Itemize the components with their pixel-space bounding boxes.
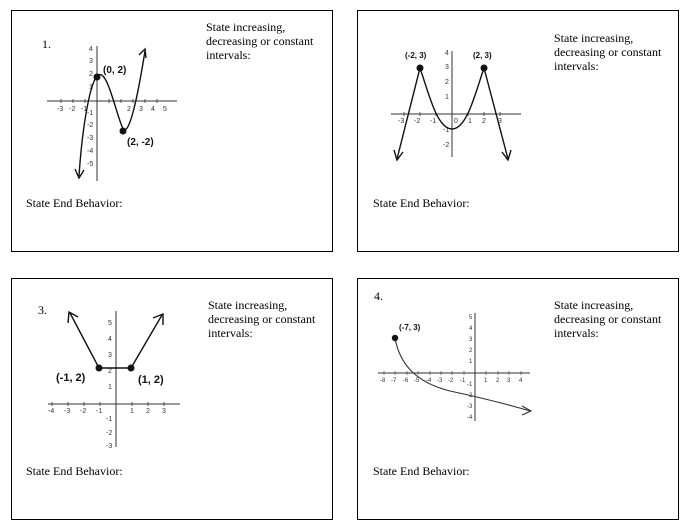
y-tick-label: 4: [108, 336, 112, 343]
x-tick-label: 3: [139, 106, 143, 113]
y-tick-label: -1: [106, 416, 113, 423]
point-marker: [128, 365, 135, 372]
x-tick-label: -8: [380, 378, 386, 384]
point-label: (-7, 3): [399, 323, 421, 332]
point-marker: [120, 128, 127, 135]
problem-card-3: [11, 278, 333, 520]
arrowhead: [139, 49, 146, 58]
x-tick-label: -7: [391, 378, 397, 384]
y-tick-label: 5: [108, 320, 112, 327]
y-tick-label: -3: [467, 404, 473, 410]
end-behavior-prompt: State End Behavior:: [26, 196, 123, 210]
problem-number: 4.: [374, 289, 383, 303]
x-tick-label: 4: [151, 106, 155, 113]
x-tick-label: -6: [403, 378, 409, 384]
y-tick-label: 4: [445, 50, 449, 57]
x-tick-label: 5: [163, 106, 167, 113]
end-behavior-prompt: State End Behavior:: [373, 464, 470, 478]
y-tick-label: -1: [87, 110, 94, 117]
x-tick-label: -1: [81, 106, 88, 113]
x-tick-label: -2: [414, 118, 421, 125]
y-tick-label: 2: [445, 79, 449, 86]
y-tick-label: -2: [467, 393, 473, 399]
point-label: (-2, 3): [405, 51, 427, 60]
x-tick-label: 3: [507, 378, 511, 384]
x-tick-label: -2: [448, 378, 454, 384]
interval-prompt: State increasing, decreasing or constant intervals:: [206, 20, 314, 62]
y-tick-label: 1: [445, 94, 449, 101]
graph-2: [391, 49, 521, 164]
x-tick-label: -3: [64, 408, 71, 415]
x-tick-label: 3: [498, 118, 502, 125]
y-tick-label: 1: [89, 84, 93, 91]
x-tick-label: 2: [482, 118, 486, 125]
interval-prompt: State increasing, decreasing or constant intervals:: [554, 298, 662, 340]
point-marker: [417, 65, 424, 72]
function-curve: [395, 338, 530, 411]
graph-4: [378, 311, 538, 426]
x-tick-label: -4: [48, 408, 55, 415]
y-tick-label: -1: [443, 127, 450, 134]
problem-number: 1.: [42, 37, 51, 51]
y-tick-label: 2: [89, 71, 93, 78]
x-tick-label: 3: [162, 408, 166, 415]
x-tick-label: -1: [460, 378, 466, 384]
x-tick-label: 1: [484, 378, 488, 384]
x-tick-label: -1: [430, 118, 437, 125]
x-tick-label: 1: [130, 408, 134, 415]
y-tick-label: -2: [443, 142, 450, 149]
graph-1: [47, 41, 177, 191]
y-tick-label: 4: [469, 326, 473, 332]
point-marker: [96, 365, 103, 372]
point-marker: [94, 74, 101, 81]
end-behavior-prompt: State End Behavior:: [26, 464, 123, 478]
y-tick-label: 4: [89, 46, 93, 53]
x-tick-label: 0: [454, 118, 458, 125]
y-tick-label: -2: [106, 430, 113, 437]
y-tick-label: 3: [469, 337, 473, 343]
y-tick-label: 3: [108, 352, 112, 359]
x-tick-label: 1: [468, 118, 472, 125]
x-tick-label: 2: [496, 378, 500, 384]
point-label: (2, -2): [127, 137, 154, 148]
point-label: (-1, 2): [56, 372, 86, 384]
x-tick-label: -3: [398, 118, 405, 125]
end-behavior-prompt: State End Behavior:: [373, 196, 470, 210]
x-tick-label: 2: [146, 408, 150, 415]
y-tick-label: -4: [87, 148, 94, 155]
point-label: (2, 3): [473, 51, 492, 60]
point-marker: [392, 335, 398, 341]
interval-prompt: State increasing, decreasing or constant intervals:: [554, 31, 662, 73]
problem-number: 3.: [38, 303, 47, 317]
y-tick-label: 1: [108, 384, 112, 391]
x-tick-label: 2: [127, 106, 131, 113]
point-marker: [481, 65, 488, 72]
y-tick-label: -1: [467, 382, 473, 388]
graph-3: [48, 309, 183, 449]
point-label: (0, 2): [103, 65, 127, 76]
y-tick-label: -4: [467, 415, 473, 421]
y-tick-label: 2: [108, 368, 112, 375]
x-tick-label: -5: [414, 378, 420, 384]
x-tick-label: -3: [57, 106, 64, 113]
problem-card-2: [357, 10, 679, 252]
x-tick-label: -3: [437, 378, 443, 384]
y-tick-label: -2: [87, 122, 94, 129]
x-tick-label: 4: [519, 378, 523, 384]
y-tick-label: 1: [469, 359, 473, 365]
y-tick-label: -3: [87, 135, 94, 142]
interval-prompt: State increasing, decreasing or constant intervals:: [208, 298, 316, 340]
problem-card-4: [357, 278, 679, 520]
x-tick-label: -2: [80, 408, 87, 415]
x-tick-label: -4: [426, 378, 432, 384]
problem-card-1: [11, 10, 333, 252]
y-tick-label: -3: [106, 443, 113, 450]
x-tick-label: -2: [69, 106, 76, 113]
y-tick-label: 2: [469, 348, 473, 354]
y-tick-label: 3: [89, 58, 93, 65]
x-tick-label: -1: [96, 408, 103, 415]
y-tick-label: 3: [445, 64, 449, 71]
y-tick-label: -5: [87, 161, 94, 168]
point-label: (1, 2): [138, 374, 164, 386]
y-tick-label: 5: [469, 315, 473, 321]
